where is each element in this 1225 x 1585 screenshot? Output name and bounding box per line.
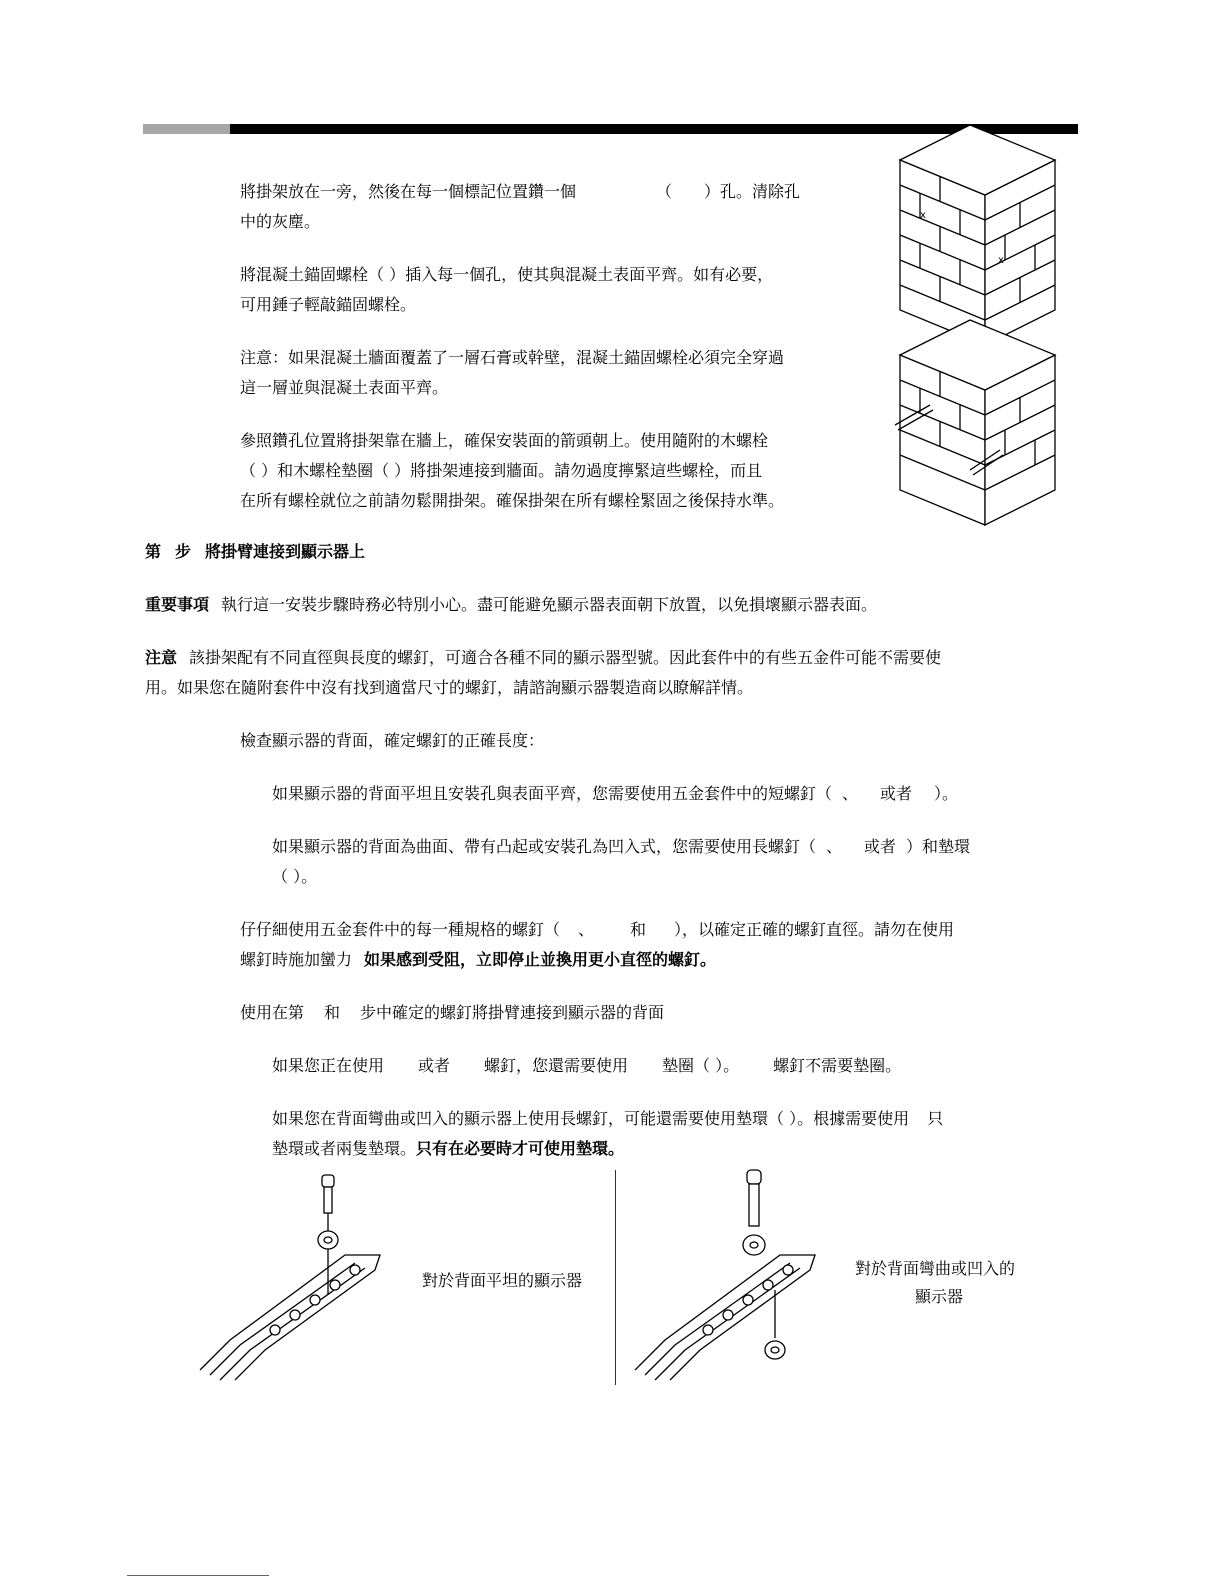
note-line1: 注意 該掛架配有不同直徑與長度的螺釘，可適合各種不同的顯示器型號。因此套件中的有些五金件可能不需要使 [145,648,942,667]
spacer-line1: 如果您在背面彎曲或凹入的顯示器上使用長螺釘，可能還需要使用墊環（ ）。根據需要使用 只 [272,1109,944,1128]
washer-instruction: 如果您正在使用 或者 螺釘，您還需要使用 墊圈（ ）。 螺釘不需要墊圈。 [272,1056,902,1075]
wall-drill-illustration [890,150,1070,350]
spacer-line2: 墊環或者兩隻墊環。只有在必要時才可使用墊環。 [272,1139,625,1158]
para-mount-line1: 參照鑽孔位置將掛架靠在牆上，確保安裝面的箭頭朝上。使用隨附的木螺栓 [240,431,769,450]
para-drill-line1: 將掛架放在一旁，然後在每一個標記位置鑽一個 （ ）孔。清除孔 [240,182,801,201]
try-screws-line1: 仔仔細使用五金套件中的每一種規格的螺釘（ 、 和 ），以確定正確的螺釘直徑。請勿在使用 [240,920,955,939]
curved-back-screw-illustration [630,1170,830,1385]
para-mount-line3: 在所有螺栓就位之前請勿鬆開掛架。確保掛架在所有螺栓緊固之後保持水準。 [240,491,785,510]
curved-back-line2: （ ）。 [272,867,318,886]
caption-curved-back-line1: 對於背面彎曲或凹入的 [855,1259,1016,1278]
para-note-line1: 注意：如果混凝土牆面覆蓋了一層石膏或幹壁，混凝土錨固螺栓必須完全穿過 [240,348,785,367]
wall-anchor-illustration [890,330,1070,530]
para-note-line2: 這一層並與混凝土表面平齊。 [240,378,449,397]
caption-curved-back-line2: 顯示器 [915,1287,964,1306]
para-anchor-line1: 將混凝土錨固螺栓（ ）插入每一個孔，使其與混凝土表面平齊。如有必要， [240,265,774,284]
footer-rule [127,1575,269,1576]
para-drill-line2: 中的灰塵。 [240,212,321,231]
try-screws-line2: 螺釘時施加蠻力 如果感到受阻，立即停止並換用更小直徑的螺釘。 [240,950,717,969]
caption-flat-back: 對於背面平坦的顯示器 [422,1271,583,1290]
note-line2: 用。如果您在隨附套件中沒有找到適當尺寸的螺釘，請諮詢顯示器製造商以瞭解詳情。 [145,678,754,697]
curved-back-line1: 如果顯示器的背面為曲面、帶有凸起或安裝孔為凹入式，您需要使用長螺釘（ 、 或者 ）和墊環 [272,837,971,856]
para-anchor-line2: 可用錘子輕敲錨固螺栓。 [240,295,417,314]
flat-back-instruction: 如果顯示器的背面平坦且安裝孔與表面平齊，您需要使用五金套件中的短螺釘（ 、 或者 ）。 [272,784,959,803]
header-bar-gray [143,124,230,134]
flat-back-screw-illustration [195,1175,395,1385]
check-screw-length: 檢查顯示器的背面，確定螺釘的正確長度： [240,731,545,750]
figure-divider [615,1170,616,1385]
svg-text:x: x [920,210,926,221]
svg-text:x: x [998,255,1004,266]
important-notice: 重要事項 執行這一安裝步驟時務必特別小心。盡可能避免顯示器表面朝下放置，以免損壞顯示器表面。 [145,595,878,614]
para-mount-line2: （ ）和木螺栓墊圈（ ）將掛架連接到牆面。請勿過度擰緊這些螺栓，而且 [240,461,763,480]
step-heading: 第 步 將掛臂連接到顯示器上 [145,542,366,561]
header-bar-black [230,124,1078,134]
attach-instruction: 使用在第 和 步中確定的螺釘將掛臂連接到顯示器的背面 [240,1003,665,1022]
